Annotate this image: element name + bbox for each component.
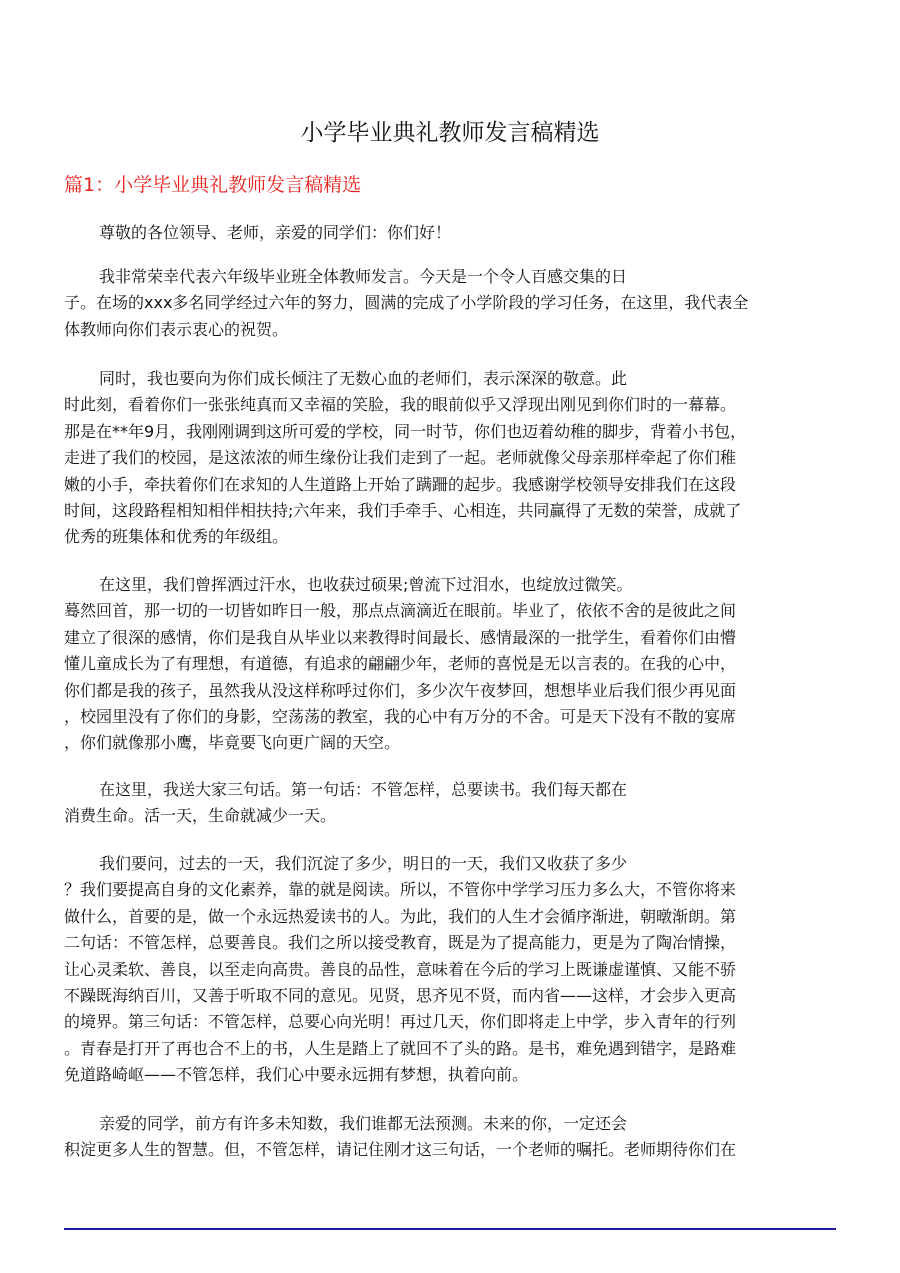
paragraph-greeting — [64, 220, 839, 246]
section-heading: 篇1：小学毕业典礼教师发言稿精选 — [64, 174, 362, 196]
paragraph-line: 在这里，我们曾挥洒过汗水，也收获过硕果;曾流下过泪水，也绽放过微笑。 — [99, 575, 633, 594]
paragraph-line: 。青春是打开了再也合不上的书，人生是踏上了就回不了头的路。是书，难免遇到错字，是路难 — [64, 1038, 737, 1058]
paragraph-line: 走进了我们的校园，是这浓浓的师生缘份让我们走到了一起。老师就像父母亲那样牵起了你们稚 — [64, 448, 737, 468]
footer-rule — [64, 1228, 836, 1230]
paragraph-line: 懂儿童成长为了有理想，有道德，有追求的翩翩少年，老师的喜悦是无以言表的。在我的心中， — [64, 654, 737, 674]
paragraph-closing — [64, 1111, 839, 1164]
paragraph-line: 二句话：不管怎样，总要善良。我们之所以接受教育，既是为了提高能力，更是为了陶冶情操， — [64, 933, 737, 953]
paragraph-line: 让心灵柔软、善良，以至走向高贵。善良的品性，意味着在今后的学习上既谦虚谨慎、又能不骄 — [64, 959, 737, 979]
paragraph-three-sayings — [64, 777, 839, 830]
paragraph-line: 你们都是我的孩子，虽然我从没这样称呼过你们，多少次午夜梦回，想想毕业后我们很少再见面 — [64, 680, 737, 700]
paragraph-line: 亲爱的同学，前方有许多未知数，我们谁都无法预测。未来的你，一定还会 — [99, 1114, 628, 1133]
paragraph-line: 蓦然回首，那一切的一切皆如昨日一般，那点点滴滴近在眼前。毕业了，依依不舍的是彼此之间 — [64, 601, 737, 621]
paragraph-line: 的境界。第三句话：不管怎样，总要心向光明！再过几天，你们即将走上中学，步入青年的行列 — [64, 1012, 737, 1032]
paragraph-line: 建立了很深的感情，你们是我自从毕业以来教得时间最长、感情最深的一批学生，看着你们由懵 — [64, 627, 737, 647]
paragraph-memories — [64, 572, 839, 757]
paragraph-line: 免道路崎岖——不管怎样，我们心中要永远拥有梦想，执着向前。 — [64, 1065, 529, 1085]
paragraph-line: 时间，这段路程相知相伴相扶持;六年来，我们手牵手、心相连，共同赢得了无数的荣誉，成就了 — [64, 501, 742, 521]
paragraph-gratitude — [64, 366, 839, 551]
paragraph-line: ，校园里没有了你们的身影，空荡荡的教室，我的心中有万分的不舍。可是天下没有不散的宴席 — [64, 707, 737, 727]
paragraph-line: 同时，我也要向为你们成长倾注了无数心血的老师们，表示深深的敬意。此 — [99, 369, 628, 388]
document-title: 小学毕业典礼教师发言稿精选 — [300, 120, 600, 146]
paragraph-line: 我们要问，过去的一天，我们沉淀了多少，明日的一天，我们又收获了多少 — [99, 854, 628, 873]
paragraph-line: 体教师向你们表示衷心的祝贺。 — [64, 319, 289, 339]
paragraph-line: 做什么，首要的是，做一个永远热爱读书的人。为此，我们的人生才会循序渐进，朝暾渐朗。第 — [64, 906, 737, 926]
paragraph-line: 不躁既海纳百川，又善于听取不同的意见。见贤，思齐见不贤，而内省——这样，才会步入更高 — [64, 986, 737, 1006]
paragraph-line: 优秀的班集体和优秀的年级组。 — [64, 527, 289, 547]
paragraph-line: 嫩的小手，牵扶着你们在求知的人生道路上开始了蹒跚的起步。我感谢学校领导安排我们在这段 — [64, 474, 737, 494]
paragraph-line: 消费生命。活一天，生命就减少一天。 — [64, 806, 337, 826]
paragraph-line: 在这里，我送大家三句话。第一句话：不管怎样，总要读书。我们每天都在 — [99, 780, 628, 799]
paragraph-line: 子。在场的xxx多名同学经过六年的努力，圆满的完成了小学阶段的学习任务，在这里，我代表全 — [64, 293, 749, 313]
paragraph-line: 那是在**年9月，我刚刚调到这所可爱的学校，同一时节，你们也迈着幼稚的脚步，背着小书包， — [64, 421, 747, 441]
paragraph-line: 积淀更多人生的智慧。但，不管怎样，请记住刚才这三句话，一个老师的嘱托。老师期待你们在 — [64, 1140, 737, 1160]
paragraph-line: 我非常荣幸代表六年级毕业班全体教师发言。今天是一个令人百感交集的日 — [99, 267, 628, 286]
paragraph-intro — [64, 264, 839, 343]
paragraph-line: 尊敬的各位领导、老师，亲爱的同学们：你们好！ — [99, 223, 452, 242]
paragraph-line: 时此刻，看着你们一张张纯真而又幸福的笑脸，我的眼前似乎又浮现出刚见到你们时的一幕幕。 — [64, 395, 737, 415]
paragraph-reading-kindness — [64, 851, 839, 1089]
paragraph-line: ，你们就像那小鹰，毕竟要飞向更广阔的天空。 — [64, 733, 401, 753]
paragraph-line: ？我们要提高自身的文化素养，靠的就是阅读。所以，不管你中学学习压力多么大，不管你将来 — [64, 880, 737, 900]
